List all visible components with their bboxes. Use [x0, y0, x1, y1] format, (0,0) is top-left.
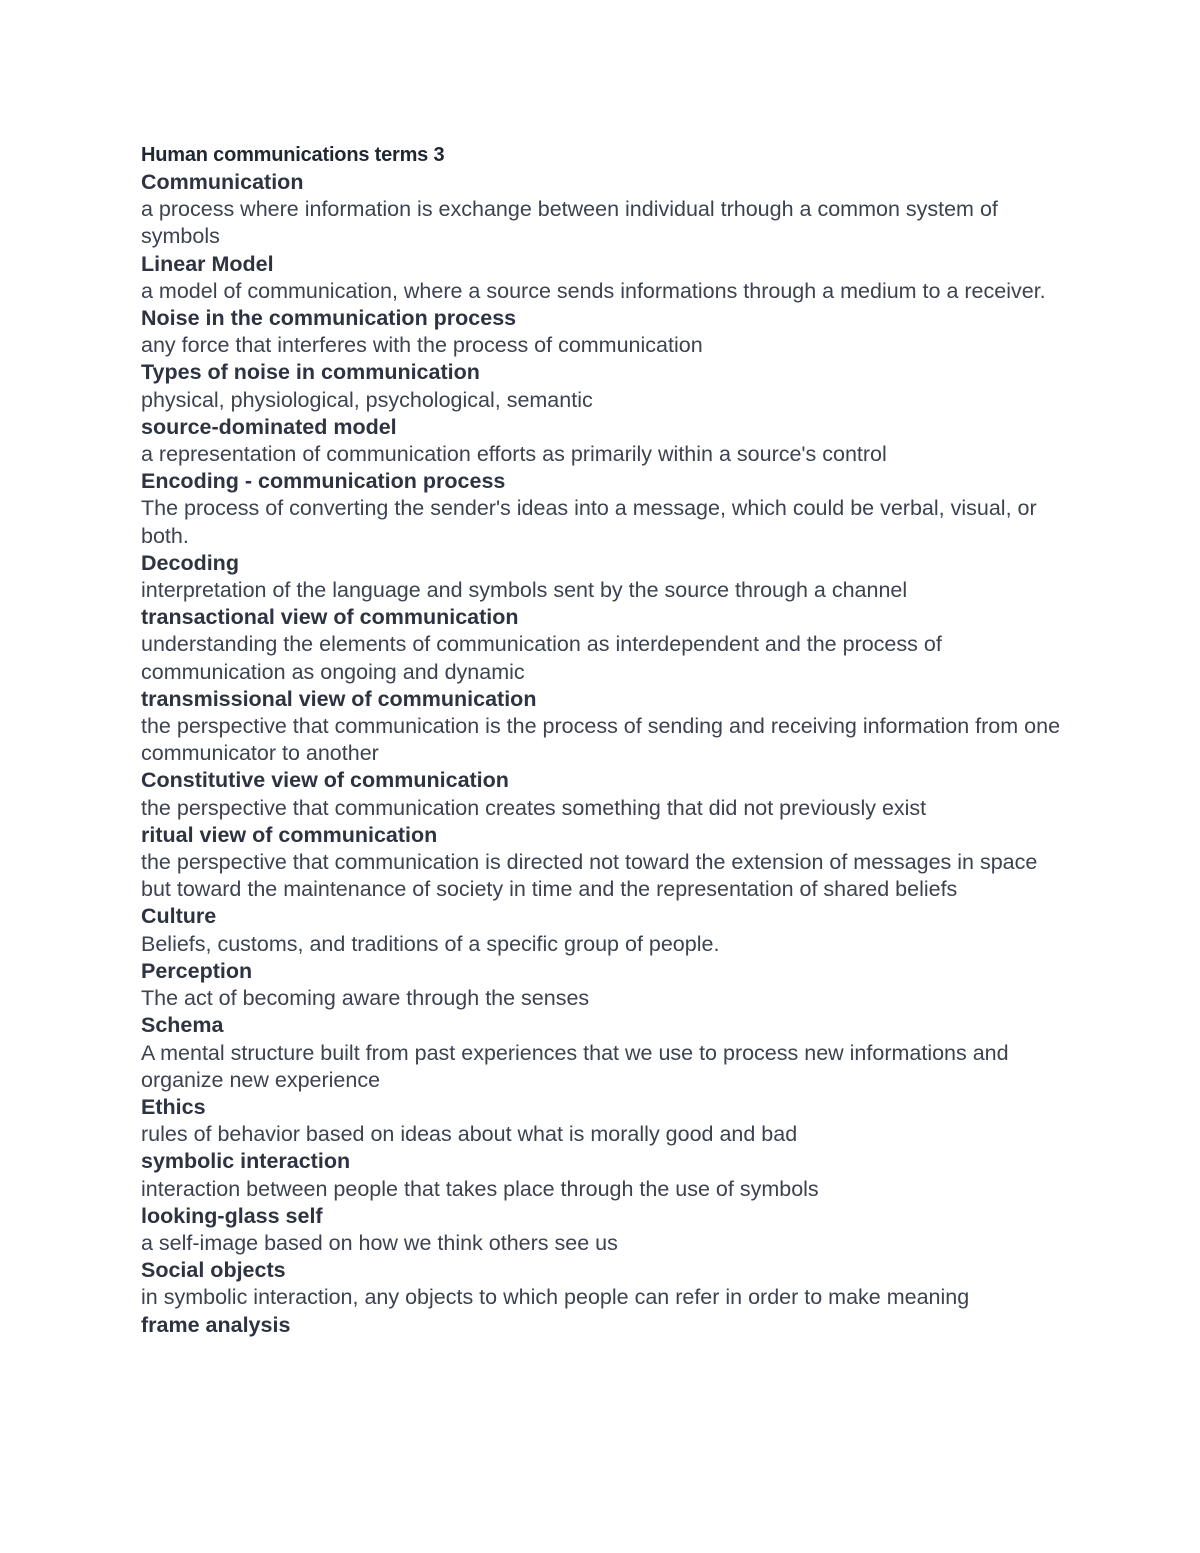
- term-linear-model: Linear Model: [141, 251, 274, 276]
- term-social-objects: Social objects: [141, 1258, 286, 1283]
- document-page: [141, 142, 1066, 1339]
- definition-culture: Beliefs, customs, and traditions of a specific group of people.: [141, 931, 720, 956]
- definition-perception: The act of becoming aware through the senses: [141, 986, 590, 1011]
- term-transmissional-view: transmissional view of communication: [141, 686, 537, 711]
- definition-decoding: interpretation of the language and symbols sent by the source through a channel: [141, 578, 908, 603]
- definition-source-dominated-model: a representation of communication efforts as primarily within a source's control: [141, 442, 887, 467]
- definition-transmissional-view: the perspective that communication is the process of sending and receiving information from one communicator to another: [141, 714, 1061, 766]
- definition-transactional-view: understanding the elements of communication as interdependent and the process of communication as ongoing and dynamic: [141, 632, 942, 684]
- definition-types-of-noise: physical, physiological, psychological, semantic: [141, 387, 593, 412]
- term-looking-glass-self: looking-glass self: [141, 1203, 323, 1228]
- term-ritual-view: ritual view of communication: [141, 822, 438, 847]
- term-noise: Noise in the communication process: [141, 306, 517, 331]
- term-ethics: Ethics: [141, 1094, 206, 1119]
- definition-communication: a process where information is exchange between individual trhough a common system of symbols: [141, 197, 998, 249]
- definition-looking-glass-self: a self-image based on how we think others see us: [141, 1230, 618, 1255]
- definition-constitutive-view: the perspective that communication creates something that did not previously exist: [141, 795, 927, 820]
- term-types-of-noise: Types of noise in communication: [141, 360, 480, 385]
- document-title: Human communications terms 3: [141, 144, 445, 166]
- definition-ethics: rules of behavior based on ideas about what is morally good and bad: [141, 1122, 798, 1147]
- term-source-dominated-model: source-dominated model: [141, 414, 397, 439]
- term-culture: Culture: [141, 904, 217, 929]
- definition-schema: A mental structure built from past experiences that we use to process new informations and organize new experience: [141, 1040, 1009, 1092]
- definition-encoding: The process of converting the sender's ideas into a message, which could be verbal, visual, or both.: [141, 496, 1037, 548]
- definition-symbolic-interaction: interaction between people that takes place through the use of symbols: [141, 1176, 819, 1201]
- term-symbolic-interaction: symbolic interaction: [141, 1149, 351, 1174]
- term-transactional-view: transactional view of communication: [141, 605, 519, 630]
- term-communication: Communication: [141, 170, 304, 194]
- term-decoding: Decoding: [141, 550, 239, 575]
- definition-linear-model: a model of communication, where a source sends informations through a medium to a receiver.: [141, 278, 1046, 303]
- term-frame-analysis: frame analysis: [141, 1312, 291, 1337]
- term-schema: Schema: [141, 1013, 224, 1038]
- term-encoding: Encoding - communication process: [141, 469, 506, 494]
- term-constitutive-view: Constitutive view of communication: [141, 768, 509, 793]
- definition-ritual-view: the perspective that communication is directed not toward the extension of messages in space but toward the maintenance of society in time and the representation of shared beliefs: [141, 850, 1038, 902]
- definition-noise: any force that interferes with the process of communication: [141, 333, 703, 358]
- term-perception: Perception: [141, 958, 253, 983]
- definition-social-objects: in symbolic interaction, any objects to which people can refer in order to make meaning: [141, 1285, 970, 1310]
